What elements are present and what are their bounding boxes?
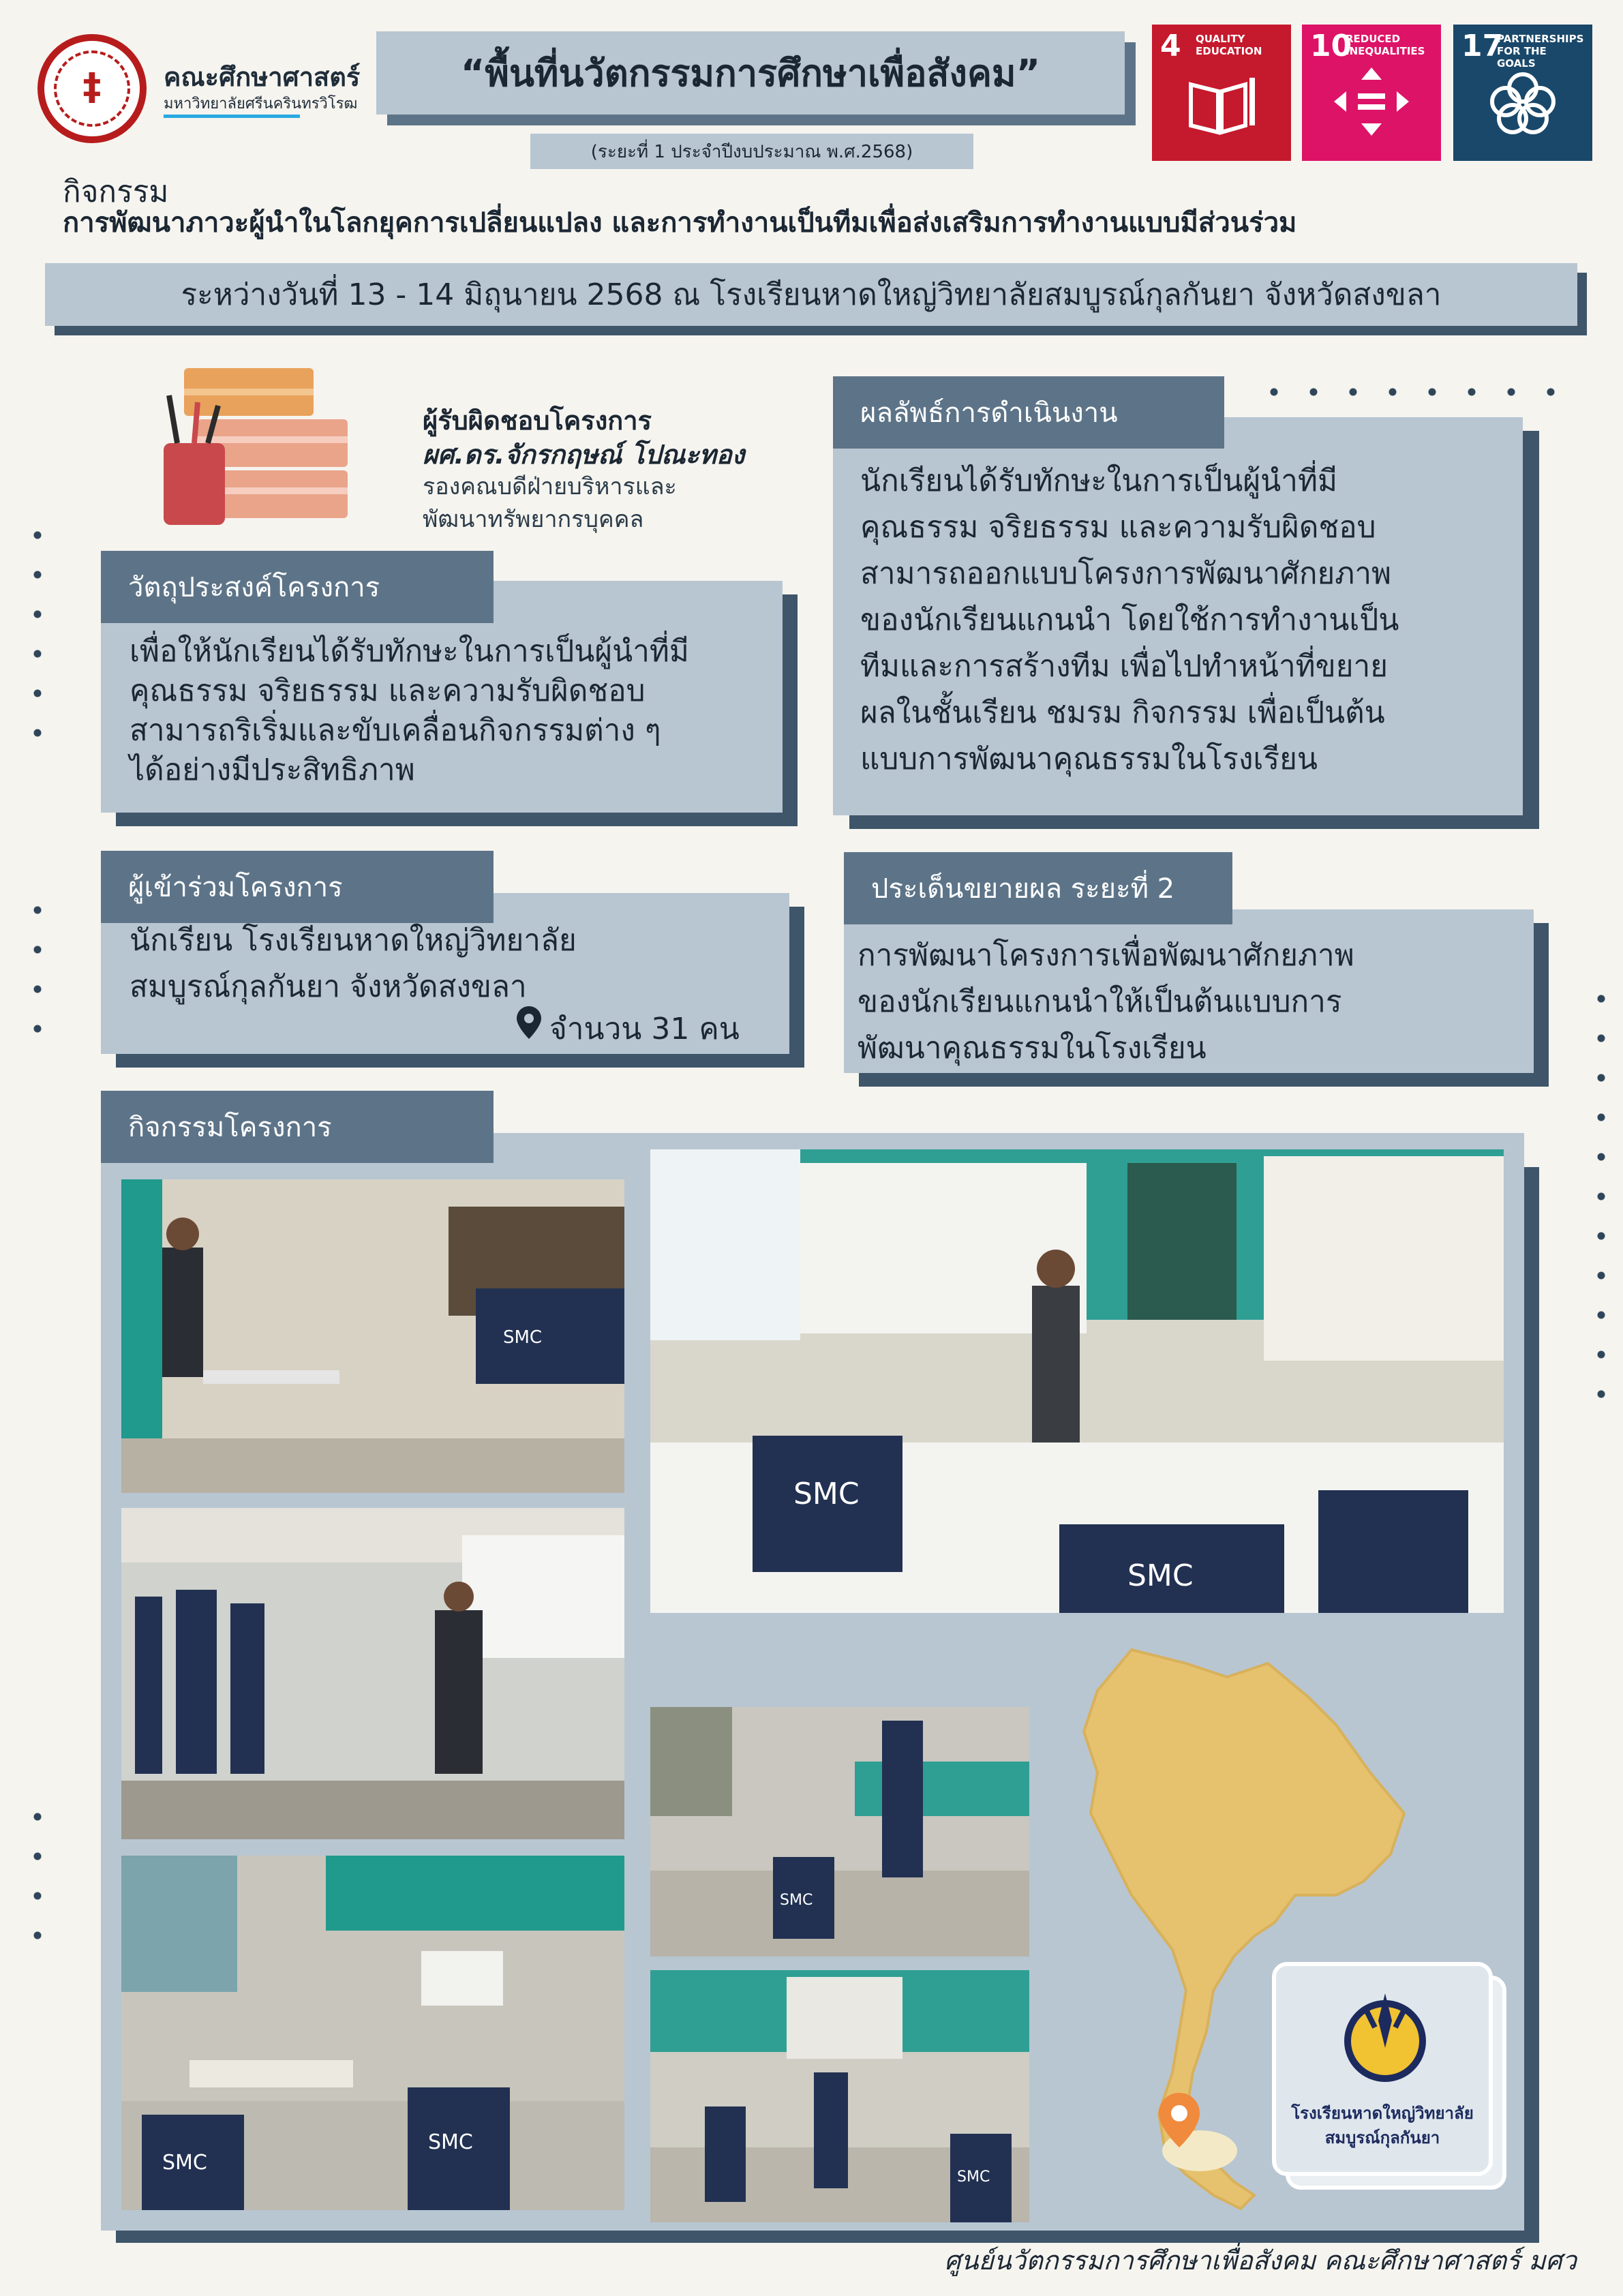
activities-tab: กิจกรรมโครงการ bbox=[101, 1091, 494, 1163]
sdg-10-tile: 10 REDUCED INEQUALITIES bbox=[1302, 25, 1441, 161]
expansion-line: พัฒนาคุณธรรมในโรงเรียน bbox=[858, 1031, 1207, 1066]
expansion-line: ของนักเรียนแกนนำให้เป็นต้นแบบการ bbox=[858, 984, 1342, 1019]
svg-text:SMC: SMC bbox=[957, 2169, 990, 2186]
expansion-card bbox=[844, 909, 1534, 1073]
interlocking-rings-icon bbox=[1453, 67, 1592, 145]
school-emblem-icon bbox=[1337, 1980, 1433, 2091]
svg-text:SMC: SMC bbox=[428, 2130, 473, 2154]
results-line: นักเรียนได้รับทักษะในการเป็นผู้นำที่มี bbox=[860, 464, 1337, 498]
activity-label: กิจกรรม bbox=[63, 175, 169, 209]
svg-text:SMC: SMC bbox=[503, 1327, 543, 1348]
sdg-17-tile: 17 PARTNERSHIPS FOR THE GOALS bbox=[1453, 25, 1592, 161]
activity-photo bbox=[650, 1970, 1029, 2222]
equality-arrows-icon bbox=[1302, 67, 1441, 145]
responsible-position-line2: พัฒนาทรัพยากรบุคคล bbox=[423, 506, 644, 533]
responsible-position-line1: รองคณบดีฝ่ายบริหารและ bbox=[423, 473, 677, 500]
sdg-4-tile: 4 QUALITY EDUCATION bbox=[1152, 25, 1291, 161]
main-title: “พื้นที่นวัตกรรมการศึกษาเพื่อสังคม” bbox=[376, 31, 1125, 115]
expansion-tab: ประเด็นขยายผล ระยะที่ 2 bbox=[844, 852, 1232, 924]
school-name-line1: โรงเรียนหาดใหญ่วิทยาลัย bbox=[1291, 2104, 1474, 2123]
book-pencil-icon bbox=[1152, 74, 1291, 145]
footer-credit: ศูนย์นวัตกรรมการศึกษาเพื่อสังคม คณะศึกษาศาสตร์ มศว bbox=[944, 2246, 1577, 2276]
activity-photo bbox=[121, 1856, 624, 2210]
dots-left-bottom bbox=[18, 1797, 65, 1954]
activity-photo bbox=[121, 1179, 624, 1493]
period-label: (ระยะที่ 1 ประจำปีงบประมาณ พ.ศ.2568) bbox=[530, 134, 973, 169]
results-tab: ผลลัพธ์การดำเนินงาน bbox=[833, 376, 1224, 449]
results-card bbox=[833, 417, 1523, 815]
dots-left-top bbox=[18, 515, 65, 740]
objective-tab: วัตถุประสงค์โครงการ bbox=[101, 551, 494, 623]
svg-text:SMC: SMC bbox=[793, 1477, 860, 1511]
activity-title: การพัฒนาภาวะผู้นำในโลกยุคการเปลี่ยนแปลง และการทำงานเป็นทีมเพื่อส่งเสริมการทำงานแบบมีส่วนร่วม bbox=[63, 207, 1297, 239]
results-line: ทีมและการสร้างทีม เพื่อไปทำหน้าที่ขยาย bbox=[860, 649, 1388, 684]
university-name: มหาวิทยาลัยศรีนครินทรวิโรฒ bbox=[164, 95, 358, 112]
participants-count-text: จำนวน 31 คน bbox=[549, 1012, 740, 1046]
dots-left-mid bbox=[18, 890, 65, 1047]
school-badge bbox=[1272, 1962, 1493, 2176]
map-pin-icon bbox=[1152, 2086, 1241, 2177]
expansion-line: การพัฒนาโครงการเพื่อพัฒนาศักยภาพ bbox=[858, 938, 1354, 973]
objective-line: เพื่อให้นักเรียนได้รับทักษะในการเป็นผู้นำที่มี bbox=[130, 634, 689, 669]
results-line: คุณธรรม จริยธรรม และความรับผิดชอบ bbox=[860, 510, 1376, 545]
faculty-underline bbox=[164, 115, 300, 118]
objective-line: สามารถริเริ่มและขับเคลื่อนกิจกรรมต่าง ๆ bbox=[130, 713, 661, 748]
results-line: สามารถออกแบบโครงการพัฒนาศักยภาพ bbox=[860, 556, 1392, 591]
faculty-logo: ‡ bbox=[37, 34, 147, 143]
location-pin-icon bbox=[517, 1006, 541, 1053]
dots-right-bottom bbox=[1581, 979, 1622, 1415]
participants-line: สมบูรณ์กุลกันยา จังหวัดสงขลา bbox=[130, 969, 527, 1004]
participants-line: นักเรียน โรงเรียนหาดใหญ่วิทยาลัย bbox=[130, 923, 577, 958]
books-illustration bbox=[157, 354, 361, 532]
objective-line: คุณธรรม จริยธรรม และความรับผิดชอบ bbox=[130, 674, 646, 708]
date-location-banner: ระหว่างวันที่ 13 - 14 มิถุนายน 2568 ณ โรงเรียนหาดใหญ่วิทยาลัยสมบูรณ์กุลกันยา จังหวัดสงขลา bbox=[45, 263, 1577, 326]
svg-text:SMC: SMC bbox=[1127, 1558, 1194, 1593]
results-line: แบบการพัฒนาคุณธรรมในโรงเรียน bbox=[860, 742, 1318, 776]
participants-count bbox=[517, 1006, 740, 1053]
school-name-line2: สมบูรณ์กุลกันยา bbox=[1324, 2128, 1440, 2147]
activity-photo bbox=[650, 1707, 1029, 1957]
results-line: ของนักเรียนแกนนำ โดยใช้การทำงานเป็น bbox=[860, 603, 1399, 637]
results-line: ผลในชั้นเรียน ชมรม กิจกรรม เพื่อเป็นต้น bbox=[860, 695, 1385, 730]
responsible-heading: ผู้รับผิดชอบโครงการ bbox=[423, 406, 652, 436]
svg-text:SMC: SMC bbox=[780, 1892, 813, 1909]
participants-tab: ผู้เข้าร่วมโครงการ bbox=[101, 851, 494, 923]
objective-line: ได้อย่างมีประสิทธิภาพ bbox=[130, 753, 415, 787]
activity-photo bbox=[121, 1508, 624, 1839]
responsible-name: ผศ.ดร.จักรกฤษณ์ โปณะทอง bbox=[423, 440, 745, 470]
svg-text:SMC: SMC bbox=[162, 2151, 207, 2175]
activity-photo bbox=[650, 1149, 1504, 1613]
dots-right-top bbox=[1254, 372, 1581, 413]
faculty-name: คณะศึกษาศาสตร์ bbox=[164, 62, 361, 92]
